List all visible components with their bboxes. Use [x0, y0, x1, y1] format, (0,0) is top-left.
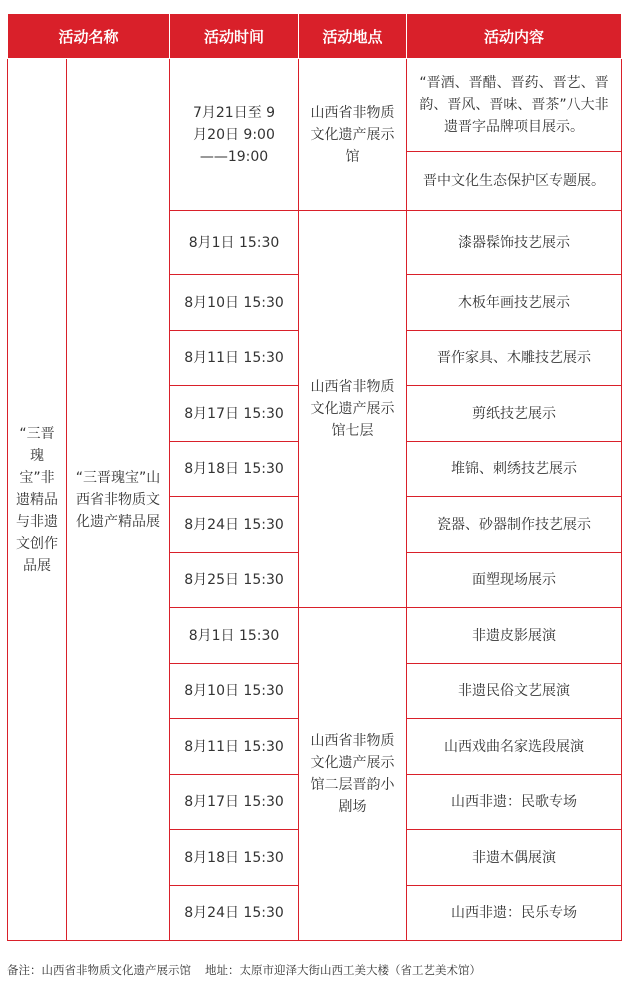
schedule-content-cell: 木板年画技艺展示: [407, 275, 622, 331]
exhibition-content-cell: 晋中文化生态保护区专题展。: [407, 152, 622, 211]
schedule-time-cell: 8月24日 15:30: [170, 497, 299, 553]
schedule-time-cell: 8月17日 15:30: [170, 775, 299, 830]
schedule-time-cell: 8月1日 15:30: [170, 211, 299, 275]
schedule-content-cell: 面塑现场展示: [407, 553, 622, 608]
schedule-content-cell: 非遗木偶展演: [407, 830, 622, 886]
header-activity-name: 活动名称: [8, 14, 170, 59]
table-header-row: [8, 14, 622, 59]
schedule-content-cell: 非遗皮影展演: [407, 608, 622, 664]
header-activity-time: 活动时间: [170, 14, 299, 59]
header-activity-place: 活动地点: [299, 14, 407, 59]
event-schedule-table: [7, 13, 622, 941]
schedule-time-cell: 8月17日 15:30: [170, 386, 299, 442]
schedule-content-cell: 瓷器、砂器制作技艺展示: [407, 497, 622, 553]
schedule-time-cell: 8月1日 15:30: [170, 608, 299, 664]
schedule-content-cell: 山西戏曲名家选段展演: [407, 719, 622, 775]
schedule-time-cell: 8月11日 15:30: [170, 331, 299, 386]
exhibition-place-cell: 山西省非物质文化遗产展示馆: [299, 59, 407, 211]
schedule-time-cell: 8月10日 15:30: [170, 664, 299, 719]
schedule-time-cell: 8月25日 15:30: [170, 553, 299, 608]
second-floor-place-cell: 山西省非物质文化遗产展示馆二层晋韵小剧场: [299, 608, 407, 941]
schedule-content-cell: 漆器髹饰技艺展示: [407, 211, 622, 275]
schedule-content-cell: 晋作家具、木雕技艺展示: [407, 331, 622, 386]
exhibition-time-cell: 7月21日至 9月20日 9:00——19:00: [170, 59, 299, 211]
exhibition-content-cell: “晋酒、晋醋、晋药、晋艺、晋韵、晋风、晋味、晋茶”八大非遗晋字品牌项目展示。: [407, 59, 622, 152]
note-address: 地址：太原市迎泽大街山西工美大楼（省工艺美术馆）: [205, 963, 481, 977]
footer-note: [7, 962, 495, 978]
schedule-time-cell: 8月24日 15:30: [170, 886, 299, 941]
event-name-cell: “三晋瑰宝”非遗精品与非遗文创作品展: [8, 59, 67, 941]
schedule-content-cell: 非遗民俗文艺展演: [407, 664, 622, 719]
schedule-time-cell: 8月18日 15:30: [170, 442, 299, 497]
table-row: [8, 59, 622, 152]
sub-event-name-cell: “三晋瑰宝”山西省非物质文化遗产精品展: [67, 59, 170, 941]
seventh-floor-place-cell: 山西省非物质文化遗产展示馆七层: [299, 211, 407, 608]
schedule-content-cell: 山西非遗：民乐专场: [407, 886, 622, 941]
schedule-content-cell: 堆锦、刺绣技艺展示: [407, 442, 622, 497]
header-activity-content: 活动内容: [407, 14, 622, 59]
schedule-content-cell: 山西非遗：民歌专场: [407, 775, 622, 830]
schedule-time-cell: 8月11日 15:30: [170, 719, 299, 775]
schedule-time-cell: 8月10日 15:30: [170, 275, 299, 331]
schedule-content-cell: 剪纸技艺展示: [407, 386, 622, 442]
note-remark: 备注：山西省非物质文化遗产展示馆: [7, 963, 191, 977]
schedule-time-cell: 8月18日 15:30: [170, 830, 299, 886]
